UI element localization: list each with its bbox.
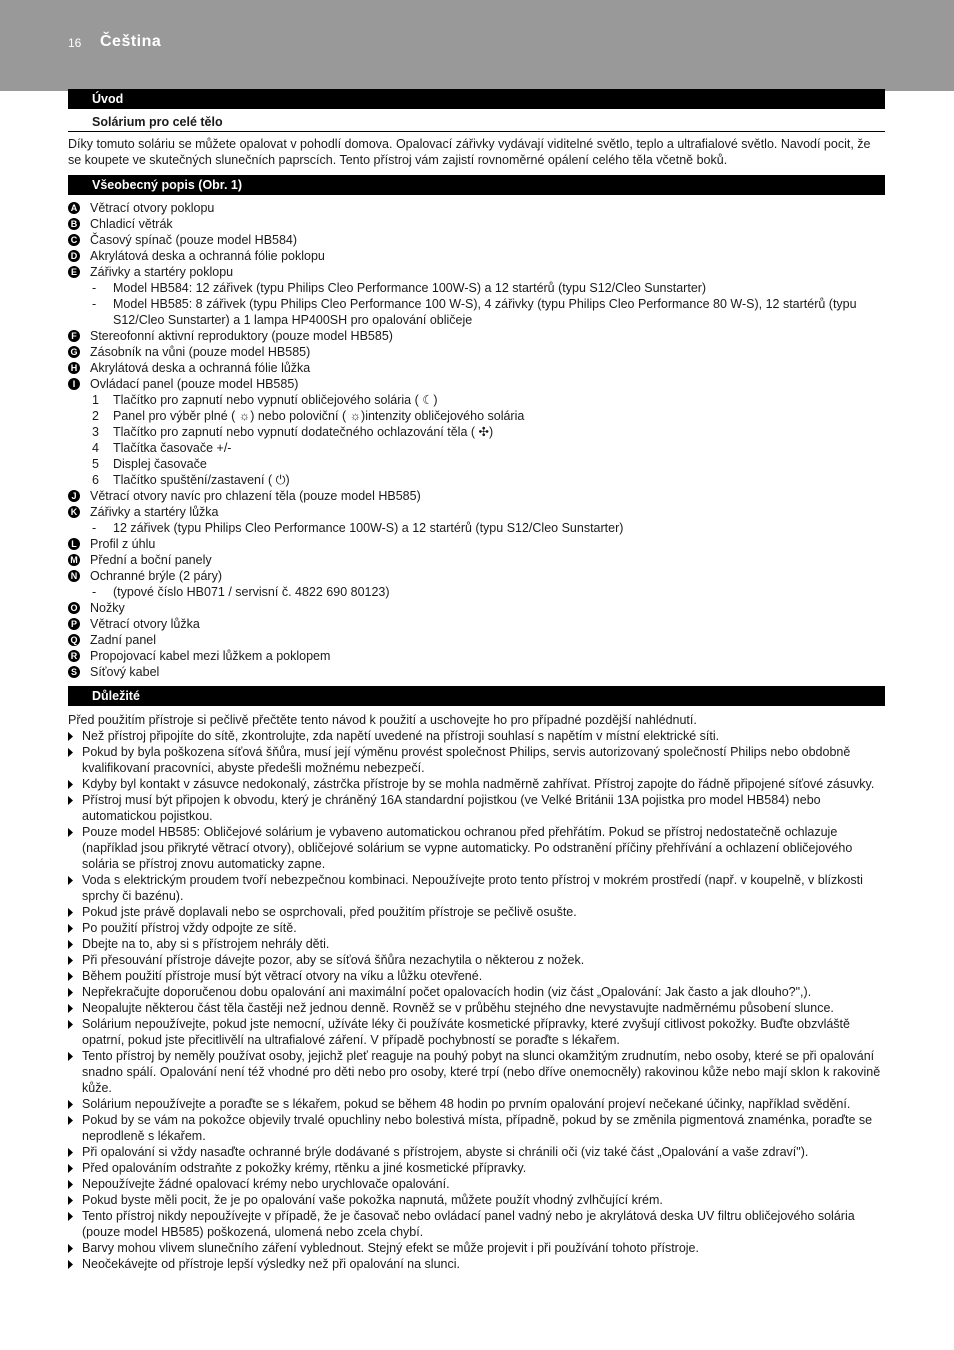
language-title: Čeština: [100, 33, 162, 50]
important-item: [68, 1160, 885, 1176]
letter-marker: K: [68, 506, 80, 518]
item-text: Větrací otvory poklopu: [90, 201, 215, 215]
item-text: Síťový kabel: [90, 665, 160, 679]
bullet-triangle-icon: [68, 1020, 73, 1029]
description-item: [68, 648, 885, 664]
bullet-triangle-icon: [68, 828, 73, 837]
description-item: [68, 232, 885, 248]
description-subitem: [68, 280, 885, 296]
important-text: Voda s elektrickým proudem tvoří nebezpečnou kombinaci. Nepoužívejte proto tento přístroj v mokrém prostředí (např. v koupelně, v blízkosti sprchy či bazénu).: [82, 873, 863, 903]
section-heading-popis: Všeobecný popis (Obr. 1): [68, 175, 885, 195]
item-dash: -: [92, 297, 97, 311]
subheading-solarium: Solárium pro celé tělo: [68, 109, 885, 132]
item-number: 2: [92, 409, 99, 423]
important-text: Solárium nepoužívejte a poraďte se s lékařem, pokud se během 48 hodin po prvním opalování projeví nečekané účinky, například svědění.: [82, 1097, 851, 1111]
important-item: [68, 728, 885, 744]
important-item: [68, 1240, 885, 1256]
important-intro: Před použitím přístroje si pečlivě přečtěte tento návod k použití a uschovejte ho pro případné pozdější nahlédnutí.: [68, 713, 697, 727]
important-item: [68, 872, 885, 904]
description-item: [68, 328, 885, 344]
description-item: [68, 568, 885, 584]
page-number: 16: [68, 36, 82, 50]
important-text: Nepřekračujte doporučenou dobu opalování ani maximální počet opalovacích hodin (viz část „Opalování: Jak často a jak dlouho?",).: [82, 985, 812, 999]
letter-marker: H: [68, 362, 80, 374]
description-item: [68, 600, 885, 616]
bullet-triangle-icon: [68, 1148, 73, 1157]
bullet-triangle-icon: [68, 748, 73, 757]
description-item: [68, 264, 885, 280]
important-text: Pokud jste právě doplavali nebo se osprchovali, před použitím přístroje se pečlivě osušte.: [82, 905, 577, 919]
intro-paragraph: Díky tomuto soláriu se můžete opalovat v pohodlí domova. Opalovací zářivky vydávají viditelné světlo, teplo a ultrafialové světlo. Navodí pocit, že se koupete ve skutečných slunečních paprscích. Tento přístroj vám zajistí rovnoměrné opálení celého těla včetně boků.: [68, 137, 871, 167]
description-subitem: [68, 424, 885, 440]
description-subitem: [68, 296, 885, 328]
item-text: Ovládací panel (pouze model HB585): [90, 377, 299, 391]
bullet-triangle-icon: [68, 796, 73, 805]
important-item: [68, 904, 885, 920]
important-text: Barvy mohou vlivem slunečního záření vyblednout. Stejný efekt se může projevit i při používání tohoto přístroje.: [82, 1241, 699, 1255]
important-text: Neočekávejte od přístroje lepší výsledky než při opalování na slunci.: [82, 1257, 460, 1271]
description-item: [68, 504, 885, 520]
bullet-triangle-icon: [68, 940, 73, 949]
bullet-triangle-icon: [68, 1116, 73, 1125]
item-text: Profil z úhlu: [90, 537, 156, 551]
item-number: 4: [92, 441, 99, 455]
letter-marker: D: [68, 250, 80, 262]
item-text: Tlačítko spuštění/zastavení ( ⏻): [113, 473, 290, 487]
important-item: [68, 1256, 885, 1272]
important-text: Tento přístroj by neměly používat osoby, jejichž pleť reaguje na pouhý pobyt na slunci okamžitým zrudnutím, nebo osoby, které se při opalování snadno spálí. Opalování není též vhodné pro děti nebo pro osoby, které trpí (nebo dříve onemocněly) rakovinou kůže nebo mají sklon k rakovině kůže.: [82, 1049, 881, 1095]
important-text: Přístroj musí být připojen k obvodu, který je chráněný 16A standardní pojistkou (ve Velké Británii 13A pojistka pro model HB584) nebo automatickou pojistkou.: [82, 793, 821, 823]
item-dash: -: [92, 281, 97, 295]
important-text: Dbejte na to, aby si s přístrojem nehrály děti.: [82, 937, 330, 951]
item-number: 3: [92, 425, 99, 439]
bullet-triangle-icon: [68, 780, 73, 789]
letter-marker: B: [68, 218, 80, 230]
description-item: [68, 200, 885, 216]
description-item: [68, 552, 885, 568]
description-item: [68, 616, 885, 632]
description-subitem: [68, 472, 885, 488]
description-item: [68, 376, 885, 392]
letter-marker: S: [68, 666, 80, 678]
item-text: Propojovací kabel mezi lůžkem a poklopem: [90, 649, 331, 663]
bullet-triangle-icon: [68, 1164, 73, 1173]
description-item: [68, 536, 885, 552]
important-item: [68, 776, 885, 792]
item-text: Tlačítko pro zapnutí nebo vypnutí dodatečného ochlazování těla ( ✣): [113, 425, 494, 439]
item-text: 12 zářivek (typu Philips Cleo Performance 100W-S) a 12 startérů (typu S12/Cleo Sunstarter): [113, 521, 624, 535]
important-text: Pokud byste měli pocit, že je po opalování vaše pokožka napnutá, můžete použít vhodný zvlhčující krém.: [82, 1193, 663, 1207]
important-text: Při opalování si vždy nasaďte ochranné brýle dodávané s přístrojem, abyste si chránili oči (viz také část „Opalování a vaše zdraví").: [82, 1145, 809, 1159]
important-item: [68, 1192, 885, 1208]
bullet-triangle-icon: [68, 1004, 73, 1013]
letter-marker: A: [68, 202, 80, 214]
item-text: Panel pro výběr plné ( ☼) nebo poloviční ( ☼)intenzity obličejového solária: [113, 409, 525, 423]
item-text: Model HB584: 12 zářivek (typu Philips Cleo Performance 100W-S) a 12 startérů (typu S12/Cleo Sunstarter): [113, 281, 707, 295]
description-subitem: [68, 456, 885, 472]
important-item: [68, 792, 885, 824]
letter-marker: E: [68, 266, 80, 278]
item-text: Zářivky a startéry lůžka: [90, 505, 219, 519]
bullet-triangle-icon: [68, 1180, 73, 1189]
important-text: Neopalujte některou část těla častěji než jednou denně. Rovněž se v průběhu stejného dne nevystavujte nadměrnému působení slunce.: [82, 1001, 834, 1015]
important-item: [68, 1176, 885, 1192]
important-text: Během použití přístroje musí být větrací otvory na víku a lůžku otevřené.: [82, 969, 483, 983]
important-text: Nepoužívejte žádné opalovací krémy nebo urychlovače opalování.: [82, 1177, 450, 1191]
item-text: Nožky: [90, 601, 125, 615]
description-item: [68, 632, 885, 648]
important-text: Solárium nepoužívejte, pokud jste nemocní, užíváte léky či používáte kosmetické přípravky, které zvyšují citlivost pokožky. Buďte obzvláště opatrní, pokud jste přecitlivělí na ultrafialové záření. V případě pochybností se poraďte s lékařem.: [82, 1017, 850, 1047]
letter-marker: P: [68, 618, 80, 630]
important-text: Před opalováním odstraňte z pokožky krémy, rtěnku a jiné kosmetické přípravky.: [82, 1161, 527, 1175]
item-text: Přední a boční panely: [90, 553, 212, 567]
description-item: [68, 248, 885, 264]
bullet-triangle-icon: [68, 876, 73, 885]
item-text: Zadní panel: [90, 633, 157, 647]
item-text: Větrací otvory navíc pro chlazení těla (pouze model HB585): [90, 489, 421, 503]
item-number: 5: [92, 457, 99, 471]
bullet-triangle-icon: [68, 956, 73, 965]
bullet-triangle-icon: [68, 924, 73, 933]
bullet-triangle-icon: [68, 732, 73, 741]
important-item: [68, 1112, 885, 1144]
description-item: [68, 216, 885, 232]
letter-marker: J: [68, 490, 80, 502]
description-subitem: [68, 520, 885, 536]
important-text: Po použití přístroj vždy odpojte ze sítě.: [82, 921, 297, 935]
description-subitem: [68, 392, 885, 408]
important-text: Tento přístroj nikdy nepoužívejte v případě, že je časovač nebo ovládací panel vadný nebo je akrylátová deska UV filtru obličejového solária (pouze model HB585) poškozená, ulomená nebo zcela chybí.: [82, 1209, 855, 1239]
item-text: Tlačítko pro zapnutí nebo vypnutí obličejového solária ( ☾): [113, 393, 438, 407]
item-text: Větrací otvory lůžka: [90, 617, 200, 631]
bullet-triangle-icon: [68, 1244, 73, 1253]
important-item: [68, 1048, 885, 1096]
item-number: 6: [92, 473, 99, 487]
item-dash: -: [92, 585, 97, 599]
important-text: Pokud by byla poškozena síťová šňůra, musí její výměnu provést společnost Philips, servis autorizovaný společností Philips nebo obdobně kvalifikovaní pracovníci, abyste předešli možnému nebezpečí.: [82, 745, 851, 775]
important-text: Pokud by se vám na pokožce objevily trvalé opuchliny nebo bolestivá místa, případně, pokud by se změnila pigmentová znaménka, poraďte se neprodleně s lékařem.: [82, 1113, 873, 1143]
important-item: [68, 1016, 885, 1048]
item-text: Časový spínač (pouze model HB584): [90, 233, 298, 247]
item-text: Zásobník na vůni (pouze model HB585): [90, 345, 311, 359]
section-heading-dulezite: Důležité: [68, 686, 885, 706]
description-subitem: [68, 440, 885, 456]
important-item: [68, 824, 885, 872]
letter-marker: N: [68, 570, 80, 582]
important-item: [68, 1096, 885, 1112]
bullet-triangle-icon: [68, 972, 73, 981]
letter-marker: R: [68, 650, 80, 662]
important-item: [68, 1208, 885, 1240]
important-item: [68, 1144, 885, 1160]
letter-marker: Q: [68, 634, 80, 646]
bullet-triangle-icon: [68, 988, 73, 997]
description-item: [68, 360, 885, 376]
item-text: Ochranné brýle (2 páry): [90, 569, 223, 583]
item-number: 1: [92, 393, 99, 407]
item-text: Stereofonní aktivní reproduktory (pouze model HB585): [90, 329, 393, 343]
page-content: [68, 89, 885, 1272]
bullet-triangle-icon: [68, 1260, 73, 1269]
bullet-triangle-icon: [68, 908, 73, 917]
item-text: Tlačítka časovače +/-: [113, 441, 232, 455]
item-text: Akrylátová deska a ochranná fólie poklopu: [90, 249, 325, 263]
page-header-bar: [0, 0, 954, 91]
important-text: Při přesouvání přístroje dávejte pozor, aby se síťová šňůra nezachytila o některou z nožek.: [82, 953, 585, 967]
item-text: Akrylátová deska a ochranná fólie lůžka: [90, 361, 311, 375]
bullet-triangle-icon: [68, 1100, 73, 1109]
letter-marker: I: [68, 378, 80, 390]
bullet-triangle-icon: [68, 1212, 73, 1221]
important-text: Kdyby byl kontakt v zásuvce nedokonalý, zástrčka přístroje by se mohla nadměrně zahřívat. Přístroj zapojte do řádně připojené síťové zásuvky.: [82, 777, 875, 791]
letter-marker: M: [68, 554, 80, 566]
item-text: Zářivky a startéry poklopu: [90, 265, 234, 279]
description-item: [68, 344, 885, 360]
item-text: (typové číslo HB071 / servisní č. 4822 690 80123): [113, 585, 390, 599]
important-item: [68, 952, 885, 968]
letter-marker: G: [68, 346, 80, 358]
letter-marker: L: [68, 538, 80, 550]
item-text: Model HB585: 8 zářivek (typu Philips Cleo Performance 100 W-S), 4 zářivky (typu Philips Cleo Performance 80 W-S), 12 startérů (typu S12/Cleo Sunstarter) a 1 lampa HP400SH pro opalování obličeje: [113, 297, 857, 327]
important-item: [68, 936, 885, 952]
description-item: [68, 488, 885, 504]
important-item: [68, 920, 885, 936]
item-text: Displej časovače: [113, 457, 207, 471]
bullet-triangle-icon: [68, 1052, 73, 1061]
important-text: Než přístroj připojíte do sítě, zkontrolujte, zda napětí uvedené na přístroji souhlasí s napětím v místní elektrické síti.: [82, 729, 720, 743]
item-text: Chladicí větrák: [90, 217, 173, 231]
description-subitem: [68, 584, 885, 600]
important-item: [68, 984, 885, 1000]
letter-marker: C: [68, 234, 80, 246]
letter-marker: F: [68, 330, 80, 342]
important-text: Pouze model HB585: Obličejové solárium je vybaveno automatickou ochranou před přehřátím. Pokud se přístroj nedostatečně ochlazuje (například jsou přikryté větrací otvory), obličejové solárium se vypne automaticky. Po odstranění příčiny přehřívání a ochlazení obličejového solária se přístroj znovu automaticky zapne.: [82, 825, 853, 871]
item-dash: -: [92, 521, 97, 535]
bullet-triangle-icon: [68, 1196, 73, 1205]
important-item: [68, 744, 885, 776]
section-heading-uvod: Úvod: [68, 89, 885, 109]
important-item: [68, 1000, 885, 1016]
description-subitem: [68, 408, 885, 424]
important-item: [68, 968, 885, 984]
letter-marker: O: [68, 602, 80, 614]
description-list: [68, 200, 885, 680]
important-list: [68, 728, 885, 1272]
description-item: [68, 664, 885, 680]
